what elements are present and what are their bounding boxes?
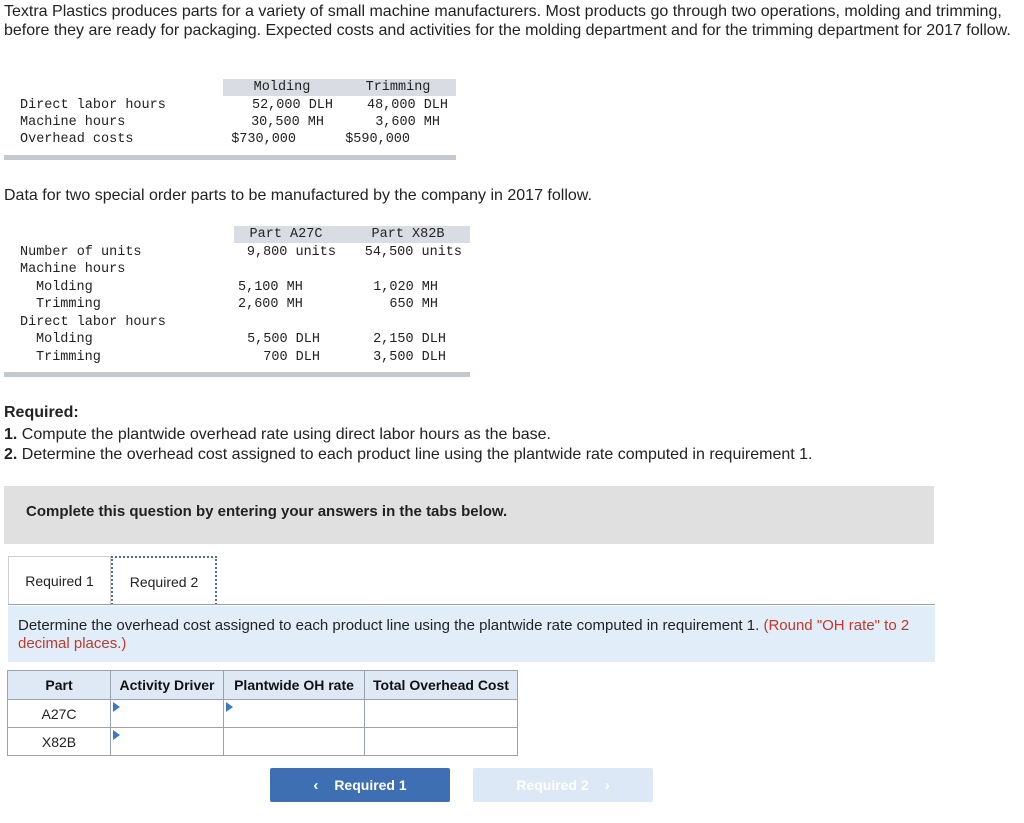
row-label: Direct labor hours [20,315,166,330]
instruction-main: Determine the overhead cost assigned to each product line using the plantwide rate computed in requirement 1. [18,617,764,634]
required-item-1 [4,425,551,444]
row-label: Molding [36,332,93,347]
cell-value: 2,600 MH [238,297,303,312]
cell-value: 700 DLH [263,350,320,365]
cell-value: $590,000 [345,132,410,147]
cell-value: 5,500 DLH [247,332,320,347]
header-molding: Molding [253,80,311,95]
column-header-total-overhead-cost: Total Overhead Cost [365,671,518,700]
header-part-a27c: Part A27C [249,227,323,242]
row-label: Machine hours [20,115,126,130]
tab-instruction-panel [8,606,935,662]
activity-driver-input[interactable] [111,700,223,727]
cell-value: 30,500 MH [251,115,324,130]
table-bottom-bar [4,372,470,377]
special-order-intro: Data for two special order parts to be manufactured by the company in 2017 follow. [4,187,592,204]
item-text: Compute the plantwide overhead rate using direct labor hours as the base. [17,426,551,443]
item-number: 2. [4,446,18,463]
next-button[interactable] [473,768,653,802]
column-header-activity-driver: Activity Driver [111,671,224,700]
banner-text: Complete this question by entering your answers in the tabs below. [26,503,508,520]
cell-value: 3,500 DLH [373,350,446,365]
required-item-2 [4,445,812,464]
chevron-left-icon: ‹ [313,776,319,794]
cell-value: 3,600 MH [375,115,440,130]
row-label: Machine hours [20,262,126,277]
cell-value: 48,000 DLH [366,98,448,113]
part-cell: X82B [8,728,111,756]
tab-divider [8,604,935,605]
required-heading: Required: [4,404,79,421]
table-row [8,700,518,728]
oh-rate-input-cell [224,728,365,756]
tab-required-2[interactable]: Required 2 [111,556,217,608]
tab-required-1[interactable]: Required 1 [8,556,111,605]
row-label: Number of units [20,245,142,260]
oh-rate-input-cell[interactable] [224,700,365,728]
cell-value: 9,800 units [246,245,336,260]
table-row [8,728,518,756]
intro-paragraph: Textra Plastics produces parts for a variety of small machine manufacturers. Most products go through two operations, molding and trimming, before they are ready for packaging. Expected costs and activities for the molding department and for the trimming department for 2017 follow. [4,3,1011,39]
row-label: Trimming [36,297,101,312]
row-label: Molding [36,280,93,295]
oh-rate-value [224,728,364,755]
total-overhead-value [365,728,517,755]
column-header-part: Part [8,671,111,700]
total-overhead-cell [365,728,518,756]
cell-value: 52,000 DLH [251,98,333,113]
oh-rate-input[interactable] [224,700,364,727]
cell-value: 1,020 MH [373,280,438,295]
activity-driver-input-cell[interactable] [111,728,224,756]
header-part-x82b: Part X82B [371,227,445,242]
row-label: Overhead costs [20,132,134,147]
item-text: Determine the overhead cost assigned to each product line using the plantwide rate computed in requirement 1. [17,446,813,463]
previous-button-label: Required 1 [334,777,407,793]
previous-button[interactable] [270,768,450,802]
instruction-text [18,617,918,653]
cell-value: 650 MH [389,297,438,312]
part-cell: A27C [8,700,111,728]
cell-value: 54,500 units [364,245,462,260]
cell-value: 5,100 MH [238,280,303,295]
chevron-right-icon: › [604,776,610,794]
total-overhead-value [365,700,517,727]
row-label: Direct labor hours [20,98,166,113]
rounding-note: (Round "OH rate" to 2 decimal places.) [18,617,910,652]
item-number: 1. [4,426,18,443]
total-overhead-cell [365,700,518,728]
activity-driver-input-cell[interactable] [111,700,224,728]
cell-value: 2,150 DLH [373,332,446,347]
header-trimming: Trimming [365,80,431,95]
activity-driver-input[interactable] [111,728,223,755]
instructions-banner [4,486,934,544]
cell-value: $730,000 [231,132,296,147]
column-header-plantwide-oh-rate: Plantwide OH rate [224,671,365,700]
next-button-label: Required 2 [516,777,589,793]
table-bottom-bar [4,155,456,160]
row-label: Trimming [36,350,101,365]
answer-table [7,670,518,756]
